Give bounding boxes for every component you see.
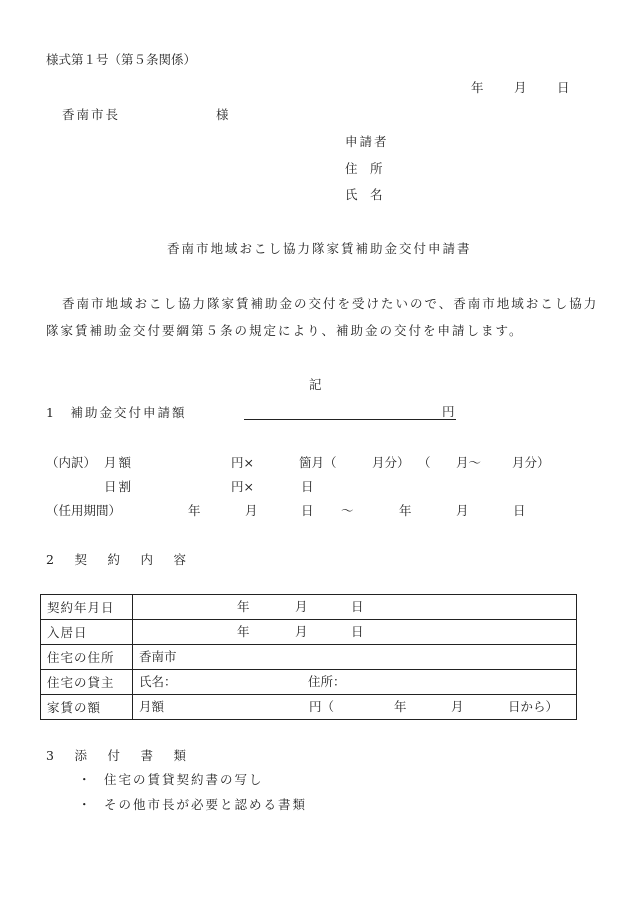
form-number: 様式第１号（第５条関係） [46, 52, 197, 67]
period-year-1: 年 [188, 503, 201, 518]
row-label-rent: 家賃の額 [41, 695, 133, 720]
contract-date-month: 月 [295, 599, 308, 614]
table-row [41, 620, 577, 645]
table-row [41, 645, 577, 670]
landlord-address-label: 住所： [308, 674, 346, 689]
months-unit: 月分） [372, 455, 410, 470]
row-label-landlord: 住宅の貸主 [41, 670, 133, 695]
period-month-1: 月 [245, 503, 258, 518]
rent-from: 日から） [508, 699, 559, 714]
monthly-label: 月額 [104, 455, 134, 470]
contract-date-day: 日 [351, 599, 364, 614]
amount-unit: 円 [442, 404, 455, 419]
period-month-2: 月 [456, 503, 469, 518]
row-label-contract-date: 契約年月日 [41, 595, 133, 620]
section3-label: 3 添 付 書 類 [46, 748, 190, 763]
date-year-label: 年 [471, 80, 484, 95]
rent-monthly-label: 月額 [139, 699, 165, 714]
table-row [41, 695, 577, 720]
housing-address-value: 香南市 [139, 649, 177, 664]
period-day-2: 日 [513, 503, 526, 518]
table-row [41, 670, 577, 695]
attachment-bullet: ・ [78, 772, 91, 787]
daily-day: 日 [301, 479, 314, 494]
rent-cell [133, 695, 577, 720]
addressee-name: 香南市長 [62, 107, 121, 122]
amount-underline [244, 419, 456, 420]
document-title: 香南市地域おこし協力隊家賃補助金交付申請書 [167, 241, 472, 256]
breakdown-label: （内訳） [46, 455, 97, 470]
period-label: （任用期間） [46, 503, 122, 518]
contract-date-cell [133, 595, 577, 620]
row-label-move-in-date: 入居日 [41, 620, 133, 645]
body-line-2: 隊家賃補助金交付要綱第５条の規定により、補助金の交付を申請します。 [46, 323, 524, 338]
move-in-month: 月 [295, 624, 308, 639]
table-row [41, 595, 577, 620]
period-day-1: 日 [301, 503, 314, 518]
rent-year: 年 [394, 699, 407, 714]
month-to: 月分） [512, 455, 550, 470]
landlord-name-label: 氏名： [139, 674, 177, 689]
attachment-bullet: ・ [78, 797, 91, 812]
housing-address-cell [133, 645, 577, 670]
move-in-day: 日 [351, 624, 364, 639]
daily-yen-times: 円× [231, 479, 254, 494]
date-day-label: 日 [557, 80, 570, 95]
rent-yen-open: 円（ [309, 699, 335, 714]
move-in-date-cell [133, 620, 577, 645]
attachment-item: その他市長が必要と認める書類 [104, 797, 308, 812]
ki-heading: 記 [309, 377, 322, 392]
contract-date-year: 年 [237, 599, 250, 614]
applicant-name-label: 氏 名 [345, 187, 383, 202]
period-tilde: ～ [341, 503, 354, 518]
period-year-2: 年 [399, 503, 412, 518]
daily-label: 日割 [104, 479, 134, 494]
month-from: 月～ [456, 455, 482, 470]
months-label: 箇月（ [299, 455, 337, 470]
monthly-yen-times: 円× [231, 455, 254, 470]
row-label-housing-address: 住宅の住所 [41, 645, 133, 670]
applicant-title: 申請者 [345, 134, 389, 149]
addressee-honorific: 様 [216, 107, 229, 122]
body-line-1: 香南市地域おこし協力隊家賃補助金の交付を受けたいので、香南市地域おこし協力 [62, 296, 599, 311]
applicant-address-label: 住 所 [345, 161, 383, 176]
paren-open: （ [418, 455, 431, 470]
move-in-year: 年 [237, 624, 250, 639]
section2-label: 2 契 約 内 容 [46, 552, 190, 567]
rent-month: 月 [451, 699, 464, 714]
attachment-item: 住宅の賃貸契約書の写し [104, 772, 264, 787]
landlord-cell [133, 670, 577, 695]
contract-table [40, 594, 577, 720]
section1-label: 1 補助金交付申請額 [46, 405, 187, 420]
date-month-label: 月 [514, 80, 527, 95]
